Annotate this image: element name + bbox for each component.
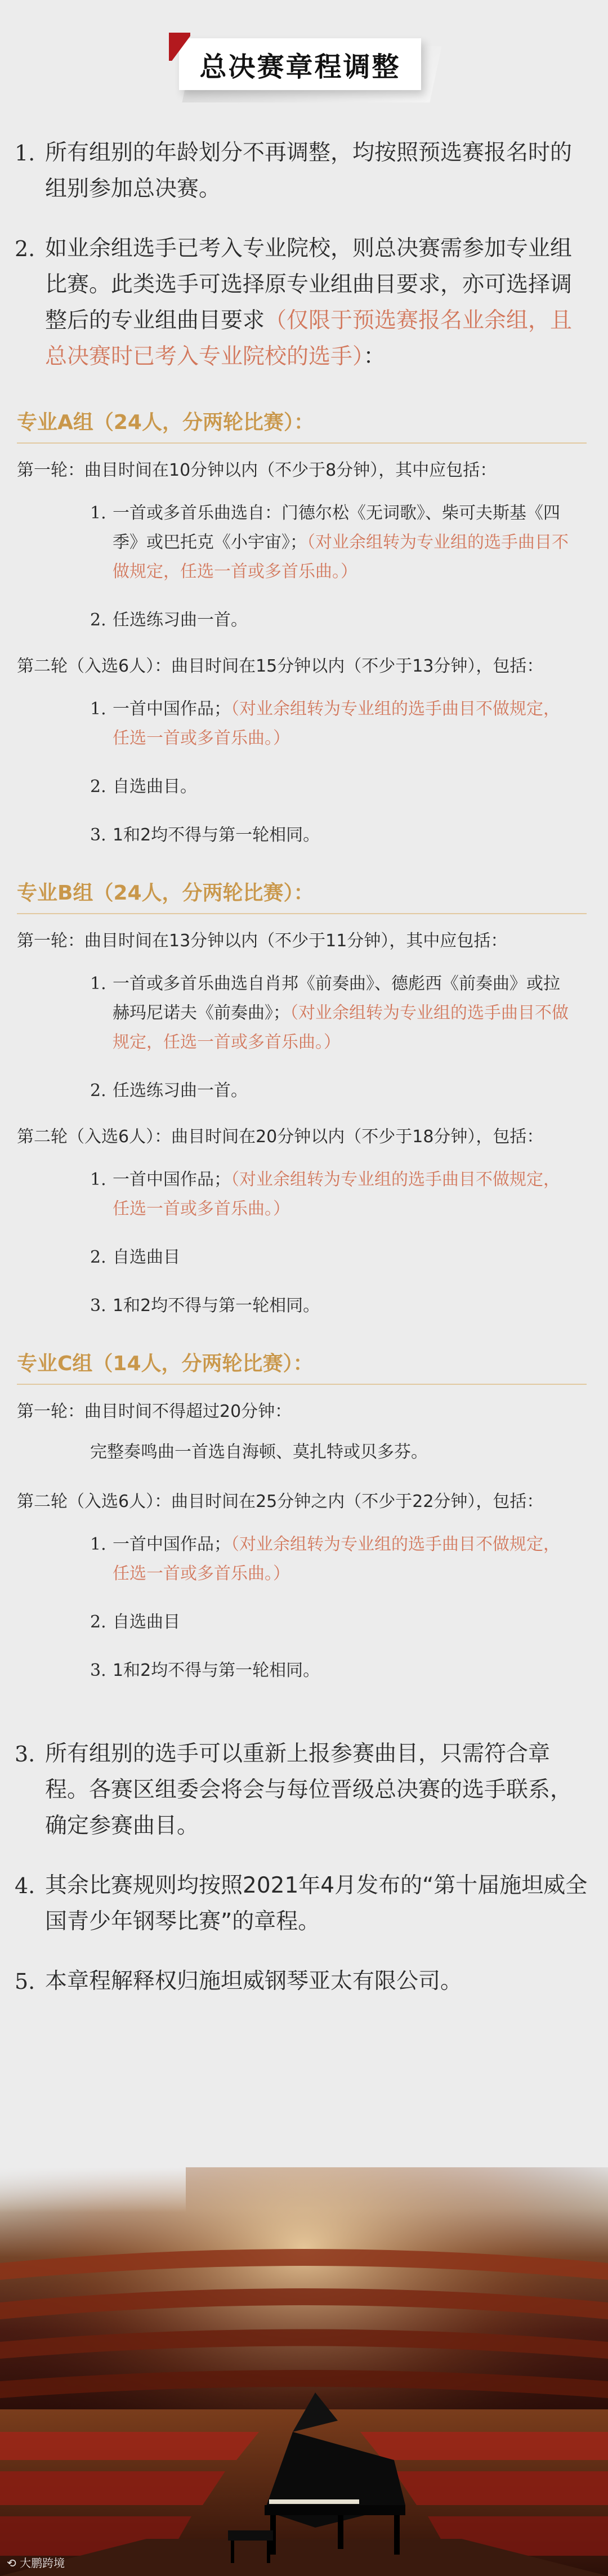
group-title: 专业C组（14人，分两轮比赛）： <box>17 1352 314 1375</box>
rule-item <box>15 231 589 375</box>
rule-text: 所有组别的选手可以重新上报参赛曲目，只需符合章程。各赛区组委会将会与每位晋级总决赛的选手联系，确定参赛曲目。 <box>45 1741 573 1839</box>
rule-text: 所有组别的年龄划分不再调整，均按照预选赛报名时的组别参加总决赛。 <box>45 140 573 202</box>
rule-text: 如业余组选手已考入专业院校，则总决赛需参加专业组比赛。此类选手可选择原专业组曲目要求，亦可选择调整后的专业组曲目要求 <box>45 236 573 333</box>
item-note: （对业余组转为专业组的选手曲目不做规定，任选一首或多首乐曲。） <box>113 1003 569 1052</box>
round-item <box>90 1076 574 1106</box>
round-1-plain: 完整奏鸣曲一首选自海顿、莫扎特或贝多芬。 <box>90 1442 428 1462</box>
content <box>0 135 608 2000</box>
item-number: 1. <box>90 1535 106 1554</box>
item-text: 任选练习曲一首。 <box>113 1081 248 1101</box>
round-1-items <box>90 499 574 635</box>
rule-item <box>15 1736 589 1844</box>
item-number: 1. <box>90 699 106 719</box>
item-number: 1. <box>90 503 106 523</box>
item-number: 2. <box>90 1612 106 1632</box>
round-item <box>90 772 574 802</box>
round-2-heading: 第二轮（入选6人）：曲目时间在15分钟以内（不少于13分钟），包括： <box>17 656 544 676</box>
item-body <box>113 499 574 587</box>
group-divider <box>17 913 587 914</box>
item-text: 一首或多首乐曲选自肖邦《前奏曲》、德彪西《前奏曲》或拉赫玛尼诺夫《前奏曲》； <box>113 974 560 1023</box>
round-item <box>90 606 574 635</box>
item-text: 一首中国作品； <box>113 699 231 719</box>
round-item <box>90 695 574 753</box>
item-text: 1和2均不得与第一轮相同。 <box>113 1661 320 1680</box>
item-text: 一首中国作品； <box>113 1170 231 1189</box>
rule-number: 1. <box>15 141 35 166</box>
item-note: （对业余组转为专业组的选手曲目不做规定，任选一首或多首乐曲。） <box>113 533 569 582</box>
item-number: 1. <box>90 1170 106 1189</box>
round-1-items <box>90 969 574 1106</box>
group-divider <box>17 442 587 444</box>
watermark <box>7 2554 65 2570</box>
round-2-heading: 第二轮（入选6人）：曲目时间在25分钟之内（不少于22分钟），包括： <box>17 1492 544 1511</box>
rule-number: 4. <box>15 1873 35 1898</box>
round-item <box>90 1530 574 1589</box>
rule-body <box>45 231 589 375</box>
item-text: 1和2均不得与第一轮相同。 <box>113 825 320 845</box>
rule-text: 其余比赛规则均按照2021年4月发布的“第十届施坦威全国青少年钢琴比赛”的章程。 <box>45 1873 588 1934</box>
item-number: 2. <box>90 610 106 630</box>
group-b <box>0 879 608 1321</box>
rule-note: （仅限于预选赛报名业余组，且总决赛时已考入专业院校的选手） <box>45 308 573 369</box>
rule-number: 2. <box>15 236 35 261</box>
item-number: 2. <box>90 777 106 797</box>
round-2-items <box>90 1165 574 1321</box>
item-number: 3. <box>90 825 106 845</box>
item-body <box>113 969 574 1057</box>
round-item <box>90 1608 574 1637</box>
theater-illustration <box>0 2167 608 2576</box>
round-item <box>90 969 574 1057</box>
item-number: 2. <box>90 1247 106 1267</box>
item-number: 3. <box>90 1661 106 1680</box>
top-fade <box>0 2167 186 2212</box>
item-text: 一首或多首乐曲选自：门德尔松《无词歌》、柴可夫斯基《四季》或巴托克《小宇宙》； <box>113 503 560 552</box>
group-c <box>0 1350 608 1685</box>
round-1-heading: 第一轮：曲目时间在13分钟以内（不少于11分钟），其中应包括： <box>17 931 508 951</box>
item-text: 一首中国作品； <box>113 1535 231 1554</box>
round-1-heading: 第一轮：曲目时间在10分钟以内（不少于8分钟），其中应包括： <box>17 460 497 480</box>
theater-image <box>0 2167 608 2576</box>
round-2-heading: 第二轮（入选6人）：曲目时间在20分钟以内（不少于18分钟），包括： <box>17 1127 544 1147</box>
watermark-text: 大鹏跨境 <box>20 2556 65 2570</box>
group-title: 专业A组（24人，分两轮比赛）： <box>17 411 314 434</box>
rule-item <box>15 1868 589 1940</box>
round-item <box>90 1243 574 1272</box>
item-text: 自选曲目 <box>113 1612 180 1632</box>
page-title: 总决赛章程调整 <box>199 51 401 83</box>
round-item <box>90 499 574 587</box>
item-number: 3. <box>90 1296 106 1316</box>
item-text: 1和2均不得与第一轮相同。 <box>113 1296 320 1316</box>
rule-number: 3. <box>15 1742 35 1766</box>
group-title: 专业B组（24人，分两轮比赛）： <box>17 882 314 905</box>
round-1-heading: 第一轮：曲目时间不得超过20分钟： <box>17 1402 292 1421</box>
watermark-icon: ⟲ <box>7 2556 20 2570</box>
rule-item <box>15 1964 589 2000</box>
round-item <box>90 821 574 850</box>
item-note: （对业余组转为专业组的选手曲目不做规定，任选一首或多首乐曲。） <box>113 1170 560 1219</box>
item-body <box>113 1530 574 1589</box>
item-note: （对业余组转为专业组的选手曲目不做规定，任选一首或多首乐曲。） <box>113 1535 560 1584</box>
group-divider <box>17 1384 587 1385</box>
rule-number: 5. <box>15 1969 35 1994</box>
item-text: 自选曲目。 <box>113 777 197 797</box>
rule-tail: ： <box>363 344 386 369</box>
item-note: （对业余组转为专业组的选手曲目不做规定，任选一首或多首乐曲。） <box>113 699 560 748</box>
rule-item <box>15 135 589 207</box>
round-2-items <box>90 1530 574 1685</box>
item-text: 任选练习曲一首。 <box>113 610 248 630</box>
item-body <box>113 695 574 753</box>
title-banner <box>169 33 439 105</box>
round-2-items <box>90 695 574 850</box>
rule-text: 本章程解释权归施坦威钢琴亚太有限公司。 <box>45 1969 463 1994</box>
item-number: 1. <box>90 974 106 994</box>
item-text: 自选曲目 <box>113 1247 180 1267</box>
round-item <box>90 1165 574 1224</box>
item-number: 2. <box>90 1081 106 1101</box>
item-body <box>113 1165 574 1224</box>
group-a <box>0 409 608 850</box>
round-item <box>90 1291 574 1321</box>
round-item <box>90 1656 574 1685</box>
